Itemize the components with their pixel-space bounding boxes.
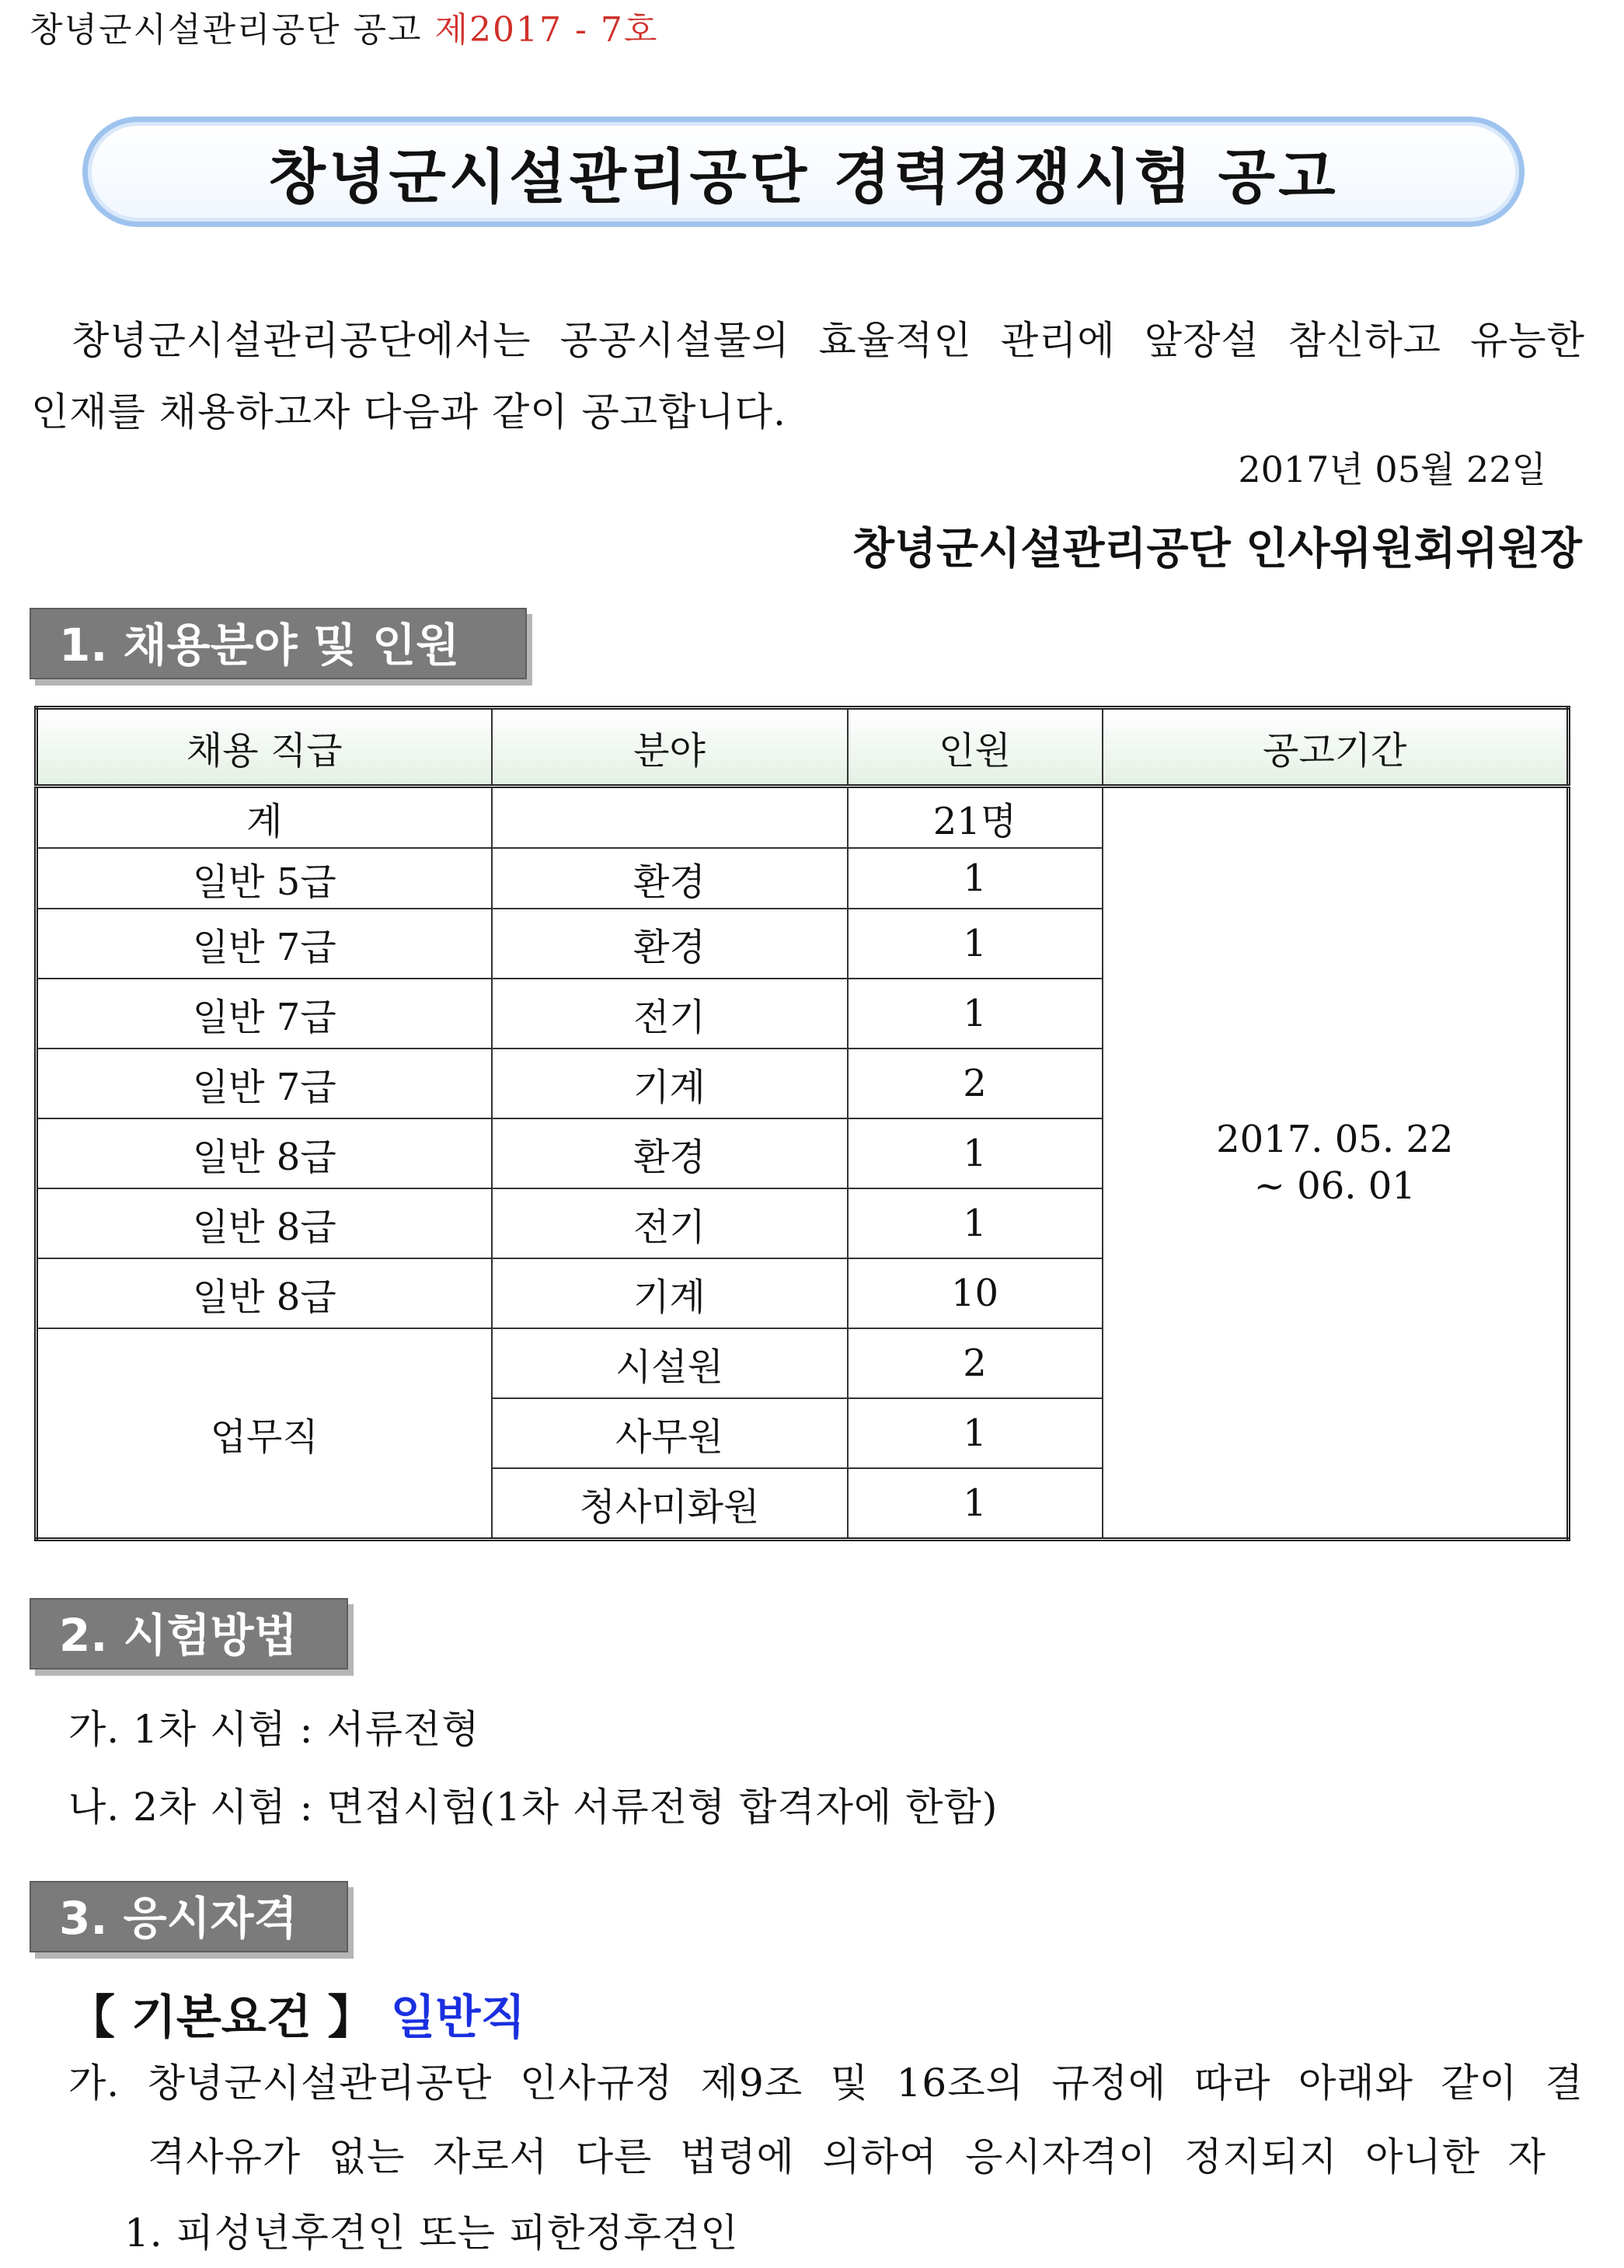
bracket-open: 【 xyxy=(68,1991,115,2045)
word: 가. xyxy=(68,2060,120,2106)
notice-number-line xyxy=(30,2,658,51)
qualification-item-a xyxy=(68,2052,1584,2108)
category-label: 일반직 xyxy=(390,1991,526,2045)
word: 제9조 xyxy=(700,2060,803,2106)
total-label: 계 xyxy=(37,787,492,849)
intro-word: 참신하고 xyxy=(1288,318,1441,363)
grade-cell: 일반 7급 xyxy=(37,1049,492,1118)
grade-cell: 일반 8급 xyxy=(37,1188,492,1258)
word: 인사규정 xyxy=(520,2060,674,2106)
grade-cell: 일반 8급 xyxy=(37,1258,492,1328)
field-cell: 기계 xyxy=(492,1049,848,1118)
column-header: 인원 xyxy=(848,708,1103,787)
count-cell: 1 xyxy=(848,1468,1103,1540)
notice-prefix: 창녕군시설관리공단 공고 xyxy=(30,10,423,50)
section-heading-recruitment: 1. 채용분야 및 인원 xyxy=(30,608,527,679)
word: 자로서 xyxy=(433,2134,549,2179)
count-cell: 1 xyxy=(848,1118,1103,1188)
total-field xyxy=(492,787,848,849)
title-banner xyxy=(82,117,1525,227)
signer: 창녕군시설관리공단 인사위원회위원장 xyxy=(852,524,1582,574)
intro-line-1 xyxy=(31,305,1585,376)
field-cell: 사무원 xyxy=(492,1398,848,1468)
field-cell: 환경 xyxy=(492,848,848,909)
word: 따라 xyxy=(1194,2060,1271,2106)
recruitment-table xyxy=(34,706,1570,1541)
word: 의하여 xyxy=(822,2134,938,2179)
count-cell: 1 xyxy=(848,1398,1103,1468)
word: 정지되지 xyxy=(1184,2134,1338,2179)
intro-line-2: 인재를 채용하고자 다음과 같이 공고합니다. xyxy=(31,389,786,434)
exam-item-2: 나. 2차 시험 : 면접시험(1차 서류전형 합격자에 한함) xyxy=(68,1785,998,1830)
word: 같이 xyxy=(1441,2060,1518,2106)
notice-date: 2017년 05월 22일 xyxy=(1238,448,1546,490)
word: 16조의 xyxy=(896,2060,1024,2106)
qualification-item-1: 1. 피성년후견인 또는 피한정후견인 xyxy=(124,2210,739,2256)
word: 창녕군시설관리공단 xyxy=(147,2060,493,2106)
qualification-item-a-continued xyxy=(148,2126,1546,2182)
intro-word: 공공시설물의 xyxy=(559,318,790,363)
page-title: 창녕군시설관리공단 경력경쟁시험 공고 xyxy=(268,141,1339,211)
word: 아니한 xyxy=(1365,2134,1480,2179)
section-heading-qualification: 3. 응시자격 xyxy=(30,1881,348,1952)
notice-number: 제2017 - 7호 xyxy=(434,10,659,50)
word: 및 xyxy=(830,2060,870,2106)
word: 자 xyxy=(1507,2134,1546,2179)
grade-cell: 일반 7급 xyxy=(37,979,492,1049)
posting-period xyxy=(1103,787,1569,1540)
word: 규정에 xyxy=(1051,2060,1167,2106)
section-heading-exam: 2. 시험방법 xyxy=(30,1598,348,1670)
count-cell: 1 xyxy=(848,1188,1103,1258)
word: 격사유가 xyxy=(148,2134,301,2179)
field-cell: 청사미화원 xyxy=(492,1468,848,1540)
period-start: 2017. 05. 22 xyxy=(1216,1118,1454,1161)
count-cell: 1 xyxy=(848,848,1103,909)
intro-word: 관리에 xyxy=(1000,318,1116,363)
count-cell: 1 xyxy=(848,909,1103,979)
field-cell: 기계 xyxy=(492,1258,848,1328)
table-header-row xyxy=(37,708,1569,787)
word: 없는 xyxy=(328,2134,406,2179)
column-header: 분야 xyxy=(492,708,848,787)
grade-cell: 일반 7급 xyxy=(37,909,492,979)
basic-label: 기본요건 xyxy=(131,1991,312,2045)
total-count: 21명 xyxy=(848,787,1103,849)
table-row-total xyxy=(37,787,1569,849)
word: 응시자격이 xyxy=(965,2134,1157,2179)
column-header: 채용 직급 xyxy=(37,708,492,787)
word: 아래와 xyxy=(1298,2060,1413,2106)
count-cell: 1 xyxy=(848,979,1103,1049)
exam-item-1: 가. 1차 시험 : 서류전형 xyxy=(68,1707,480,1752)
field-cell: 환경 xyxy=(492,909,848,979)
intro-word: 유능한 xyxy=(1470,318,1585,363)
grade-cell: 일반 5급 xyxy=(37,848,492,909)
service-grade-cell: 업무직 xyxy=(37,1328,492,1540)
intro-word: 효율적인 xyxy=(818,318,972,363)
field-cell: 전기 xyxy=(492,979,848,1049)
intro-paragraph xyxy=(31,305,1585,448)
column-header: 공고기간 xyxy=(1103,708,1569,787)
period-end: ~ 06. 01 xyxy=(1253,1164,1416,1208)
intro-word: 창녕군시설관리공단에서는 xyxy=(71,318,531,363)
count-cell: 2 xyxy=(848,1328,1103,1398)
word: 법령에 xyxy=(679,2134,795,2179)
field-cell: 시설원 xyxy=(492,1328,848,1398)
bracket-close: 】 xyxy=(327,1991,375,2045)
intro-word: 앞장설 xyxy=(1144,318,1260,363)
field-cell: 전기 xyxy=(492,1188,848,1258)
count-cell: 2 xyxy=(848,1049,1103,1118)
word: 다른 xyxy=(575,2134,653,2179)
count-cell: 10 xyxy=(848,1258,1103,1328)
field-cell: 환경 xyxy=(492,1118,848,1188)
word: 결 xyxy=(1545,2060,1584,2106)
basic-requirements-heading xyxy=(68,1980,525,2047)
grade-cell: 일반 8급 xyxy=(37,1118,492,1188)
